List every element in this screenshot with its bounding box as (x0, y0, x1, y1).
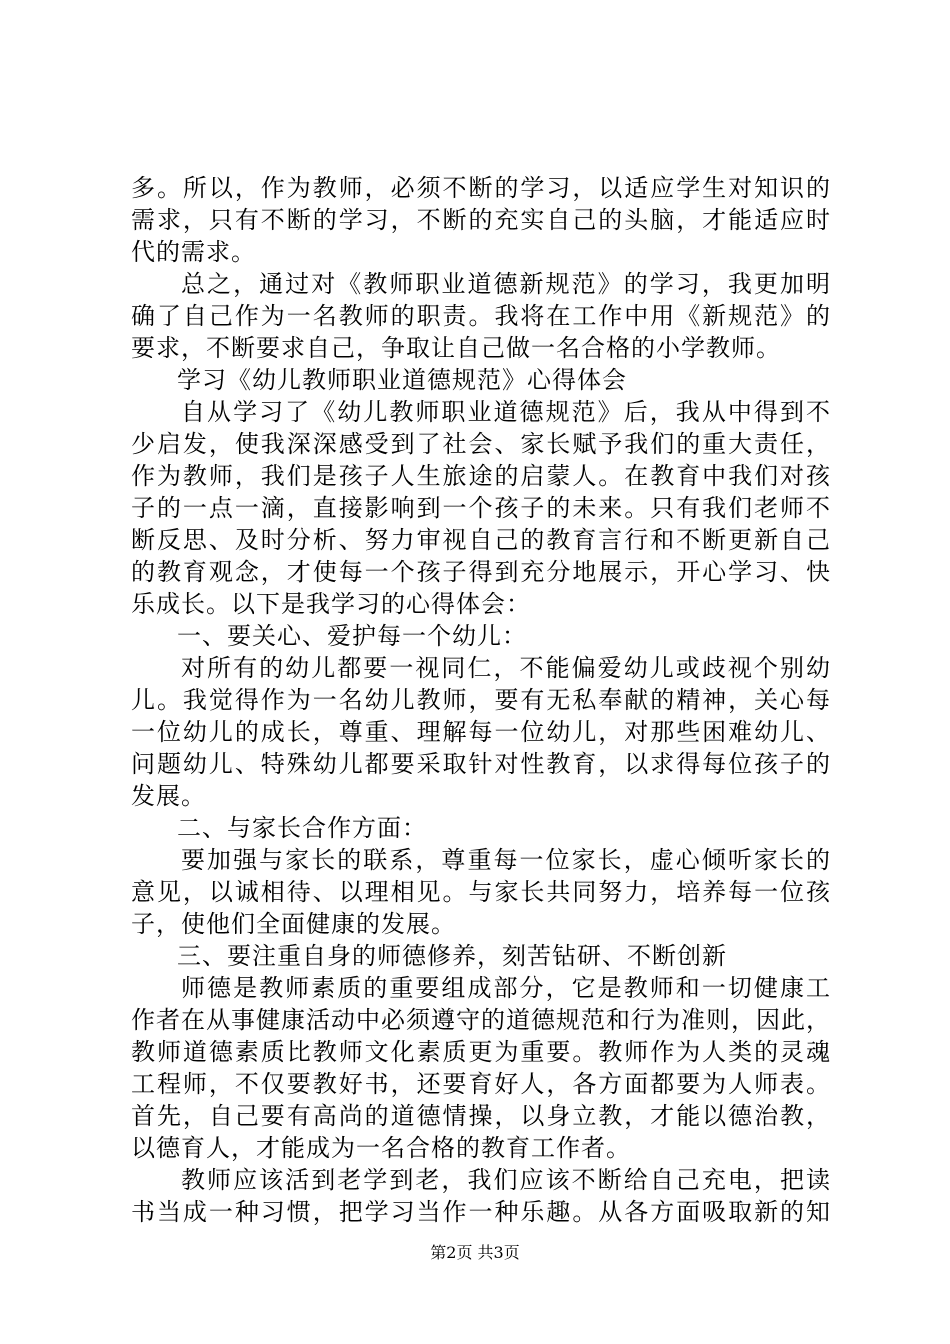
heading-1: 一、要关心、爱护每一个幼儿： (177, 622, 527, 650)
text-line: 儿。我觉得作为一名幼儿教师，要有无私奉献的精神，关心每 (131, 686, 831, 714)
paragraph-start: 教师应该活到老学到老，我们应该不断给自己充电，把读 (181, 1166, 831, 1194)
text-line: 子，使他们全面健康的发展。 (131, 910, 456, 938)
text-line: 少启发，使我深深感受到了社会、家长赋予我们的重大责任， (131, 430, 831, 458)
text-line: 教师道德素质比教师文化素质更为重要。教师作为人类的灵魂 (131, 1038, 831, 1066)
text-line: 乐成长。以下是我学习的心得体会： (131, 590, 531, 618)
section-title: 学习《幼儿教师职业道德规范》心得体会 (177, 366, 627, 394)
text-line: 的教育观念，才使每一个孩子得到充分地展示，开心学习、快 (131, 558, 831, 586)
text-line: 多。所以，作为教师，必须不断的学习，以适应学生对知识的 (131, 174, 831, 202)
page-footer: 第2页 共3页 (430, 1243, 520, 1262)
heading-2: 二、与家长合作方面： (177, 814, 427, 842)
document-body (131, 172, 831, 1228)
text-line: 首先，自己要有高尚的道德情操，以身立教，才能以德治教， (131, 1102, 831, 1130)
text-line: 工程师，不仅要教好书，还要育好人，各方面都要为人师表。 (131, 1070, 831, 1098)
paragraph-start: 要加强与家长的联系，尊重每一位家长，虚心倾听家长的 (181, 846, 831, 874)
text-line: 需求，只有不断的学习，不断的充实自己的头脑，才能适应时 (131, 206, 831, 234)
text-line: 意见，以诚相待、以理相见。与家长共同努力，培养每一位孩 (131, 878, 831, 906)
text-line: 书当成一种习惯，把学习当作一种乐趣。从各方面吸取新的知 (131, 1198, 831, 1226)
text-line: 确了自己作为一名教师的职责。我将在工作中用《新规范》的 (131, 302, 831, 330)
paragraph-start: 对所有的幼儿都要一视同仁，不能偏爱幼儿或歧视个别幼 (181, 654, 831, 682)
text-line: 作为教师，我们是孩子人生旅途的启蒙人。在教育中我们对孩 (131, 462, 831, 490)
paragraph-start: 师德是教师素质的重要组成部分，它是教师和一切健康工 (181, 974, 831, 1002)
text-line: 子的一点一滴，直接影响到一个孩子的未来。只有我们老师不 (131, 494, 831, 522)
heading-3: 三、要注重自身的师德修养，刻苦钻研、不断创新 (177, 942, 727, 970)
text-line: 以德育人，才能成为一名合格的教育工作者。 (131, 1134, 631, 1162)
text-line: 要求，不断要求自己，争取让自己做一名合格的小学教师。 (131, 334, 781, 362)
text-line: 作者在从事健康活动中必须遵守的道德规范和行为准则，因此， (131, 1006, 831, 1034)
text-line: 断反思、及时分析、努力审视自己的教育言行和不断更新自己 (131, 526, 831, 554)
text-line: 发展。 (131, 782, 206, 810)
paragraph-start: 自从学习了《幼儿教师职业道德规范》后，我从中得到不 (181, 398, 831, 426)
text-line: 一位幼儿的成长，尊重、理解每一位幼儿，对那些困难幼儿、 (131, 718, 831, 746)
paragraph-start: 总之，通过对《教师职业道德新规范》的学习，我更加明 (181, 270, 831, 298)
text-line: 代的需求。 (131, 238, 256, 266)
text-line: 问题幼儿、特殊幼儿都要采取针对性教育，以求得每位孩子的 (131, 750, 831, 778)
